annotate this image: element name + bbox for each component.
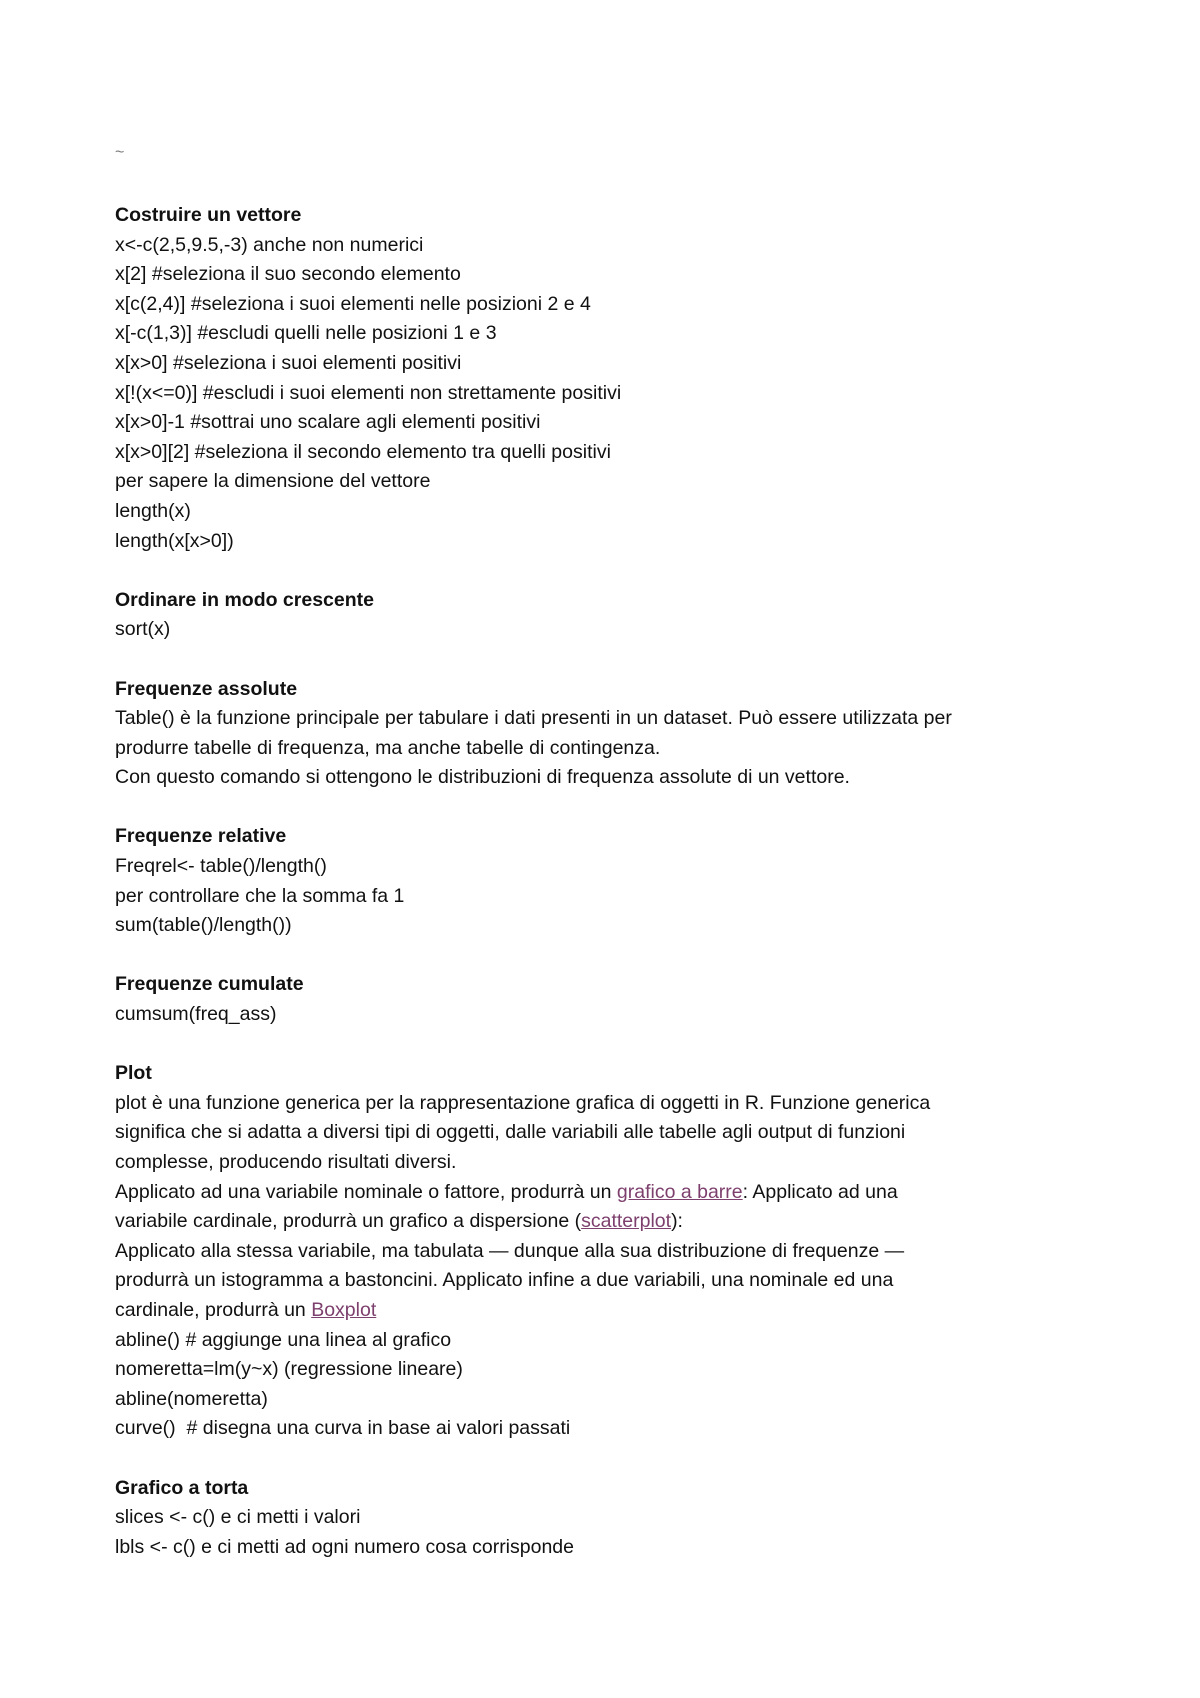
text-line: plot è una funzione generica per la rappresentazione grafica di oggetti in R. Funzione generica xyxy=(115,1091,931,1114)
text-line: x[2] #seleziona il suo secondo elemento xyxy=(115,263,461,286)
text-line: complesse, producendo risultati diversi. xyxy=(115,1151,457,1173)
section-grafico-torta xyxy=(115,1474,1105,1563)
text-fragment: cardinale, produrrà un xyxy=(115,1298,312,1321)
spacer xyxy=(115,556,1105,586)
text-line: per sapere la dimensione del vettore xyxy=(115,470,431,493)
text-line: x<-c(2,5,9.5,-3) anche non numerici xyxy=(115,233,424,256)
heading-frequenze-assolute: Frequenze assolute xyxy=(115,677,298,700)
section-frequenze-relative xyxy=(115,822,1105,940)
section-vettore xyxy=(115,201,1105,556)
text-fragment: Applicato ad una variabile nominale o fattore, produrrà un xyxy=(115,1180,617,1203)
document-body xyxy=(115,142,1105,1562)
text-line: x[-c(1,3)] #escludi quelli nelle posizioni 1 e 3 xyxy=(115,322,497,345)
text-line xyxy=(115,1207,1105,1237)
text-line: cumsum(freq_ass) xyxy=(115,1003,277,1026)
text-line: Con questo comando si ottengono le distribuzioni di frequenza assolute di un vettore. xyxy=(115,766,850,789)
text-line: abline() # aggiunge una linea al grafico xyxy=(115,1328,452,1351)
link-grafico-a-barre[interactable]: grafico a barre xyxy=(616,1180,743,1203)
text-line: produrrà un istogramma a bastoncini. Applicato infine a due variabili, una nominale ed una xyxy=(115,1269,894,1292)
text-line: abline(nomeretta) xyxy=(115,1387,268,1410)
text-line: x[!(x<=0)] #escludi i suoi elementi non strettamente positivi xyxy=(115,381,622,404)
text-line: lbls <- c() e ci metti ad ogni numero cosa corrisponde xyxy=(115,1535,574,1558)
text-line xyxy=(115,1178,1105,1208)
spacer xyxy=(115,1030,1105,1060)
text-line: nomeretta=lm(y~x) (regressione lineare) xyxy=(115,1358,463,1381)
text-line: sum(table()/length()) xyxy=(115,914,292,937)
heading-plot: Plot xyxy=(115,1062,152,1085)
text-line: significa che si adatta a diversi tipi di oggetti, dalle variabili alle tabelle agli output di funzioni xyxy=(115,1121,906,1144)
heading-grafico-torta: Grafico a torta xyxy=(115,1476,249,1499)
text-line: Applicato alla stessa variabile, ma tabulata — dunque alla sua distribuzione di frequenze — xyxy=(115,1239,905,1262)
heading-ordinare: Ordinare in modo crescente xyxy=(115,588,374,611)
text-line: curve() # disegna una curva in base ai valori passati xyxy=(115,1417,571,1440)
text-line: x[x>0]-1 #sottrai uno scalare agli elementi positivi xyxy=(115,411,541,434)
text-line: length(x[x>0]) xyxy=(115,529,234,552)
section-frequenze-cumulate xyxy=(115,970,1105,1029)
spacer xyxy=(115,645,1105,675)
section-ordinare xyxy=(115,586,1105,645)
text-line: x[x>0][2] #seleziona il secondo elemento tra quelli positivi xyxy=(115,440,611,463)
text-line: Table() è la funzione principale per tabulare i dati presenti in un dataset. Può essere utilizzata per xyxy=(115,707,952,730)
text-line: x[c(2,4)] #seleziona i suoi elementi nelle posizioni 2 e 4 xyxy=(115,292,591,315)
text-line: produrre tabelle di frequenza, ma anche tabelle di contingenza. xyxy=(115,736,661,759)
text-fragment: : Applicato ad una xyxy=(742,1180,898,1203)
text-line: per controllare che la somma fa 1 xyxy=(115,884,405,907)
link-scatterplot[interactable]: scatterplot xyxy=(581,1210,672,1233)
header-mark: ~ xyxy=(115,144,125,161)
text-line: x[x>0] #seleziona i suoi elementi positivi xyxy=(115,351,462,374)
spacer xyxy=(115,941,1105,971)
heading-costruire-vettore: Costruire un vettore xyxy=(115,204,302,226)
text-line xyxy=(115,1296,1105,1326)
spacer xyxy=(115,793,1105,823)
spacer xyxy=(115,1444,1105,1474)
text-line: length(x) xyxy=(115,499,191,522)
text-fragment: variabile cardinale, produrrà un grafico a dispersione ( xyxy=(115,1210,582,1233)
heading-frequenze-cumulate: Frequenze cumulate xyxy=(115,973,304,996)
heading-frequenze-relative: Frequenze relative xyxy=(115,825,287,848)
text-line: Freqrel<- table()/length() xyxy=(115,855,327,878)
text-line: slices <- c() e ci metti i valori xyxy=(115,1506,361,1529)
section-frequenze-assolute xyxy=(115,675,1105,793)
text-line: sort(x) xyxy=(115,618,171,641)
link-boxplot[interactable]: Boxplot xyxy=(311,1298,377,1321)
section-plot xyxy=(115,1059,1105,1444)
text-fragment: ): xyxy=(671,1210,683,1233)
